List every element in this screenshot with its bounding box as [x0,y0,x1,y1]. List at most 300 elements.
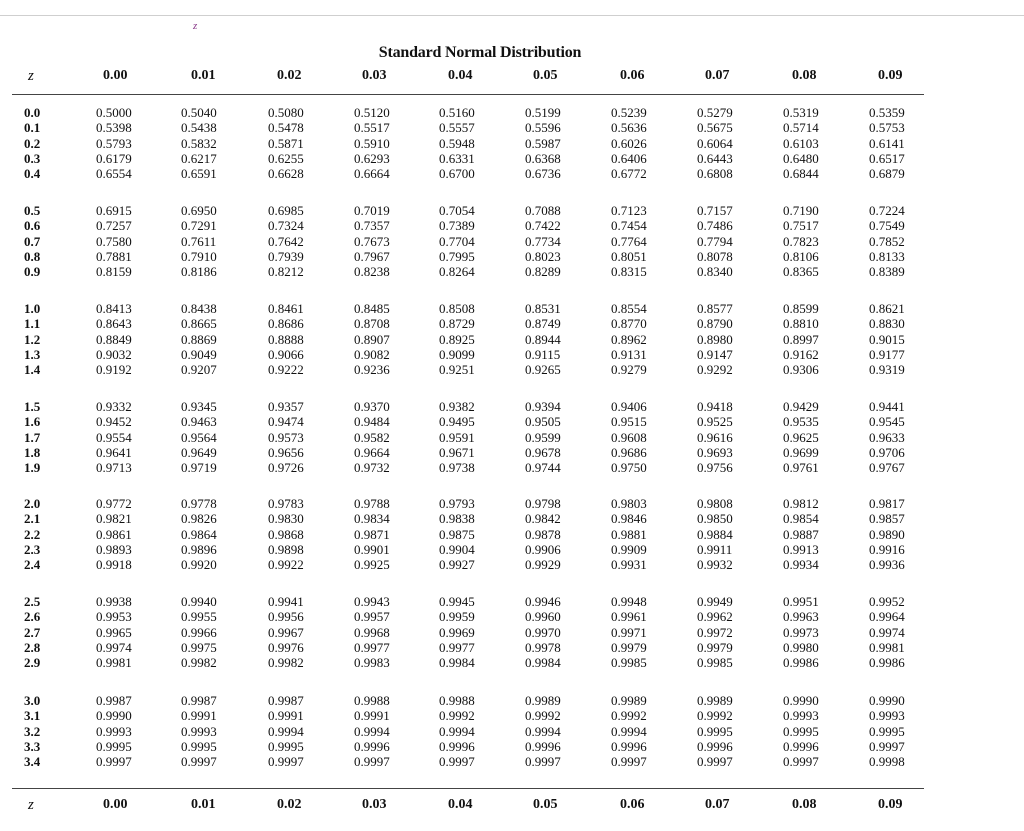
probability-cell: 0.9554 [96,429,132,445]
probability-cell: 0.9994 [268,723,304,739]
probability-cell: 0.6103 [783,135,819,151]
probability-cell: 0.9990 [869,693,905,708]
probability-cell: 0.9979 [697,639,733,655]
probability-cell: 0.9066 [268,346,304,362]
z-value: 0.4 [24,166,41,182]
probability-cell: 0.9484 [354,414,390,430]
probability-cell: 0.9817 [869,496,905,511]
probability-cell: 0.9525 [697,414,733,430]
table-row [0,753,928,771]
probability-cell: 0.9955 [181,609,217,625]
probability-cell: 0.9207 [181,362,217,378]
probability-cell: 0.9996 [439,738,475,754]
probability-cell: 0.9996 [697,738,733,754]
z-value: 1.5 [24,399,41,414]
z-value: 1.6 [24,414,41,430]
probability-cell: 0.9967 [268,624,304,640]
probability-cell: 0.9406 [611,399,647,414]
z-value: 3.3 [24,738,41,754]
probability-cell: 0.9564 [181,429,217,445]
column-header: 0.04 [448,68,473,83]
probability-cell: 0.7357 [354,218,390,234]
probability-cell: 0.8023 [525,248,561,264]
z-value: 0.9 [24,264,41,280]
probability-cell: 0.7967 [354,248,390,264]
probability-cell: 0.9916 [869,541,905,557]
probability-cell: 0.9382 [439,399,475,414]
probability-cell: 0.9147 [697,346,733,362]
probability-cell: 0.5319 [783,105,819,120]
z-value: 2.0 [24,496,41,511]
probability-cell: 0.9991 [181,708,217,724]
probability-cell: 0.9463 [181,414,217,430]
probability-cell: 0.7704 [439,233,475,249]
probability-cell: 0.5398 [96,120,132,136]
probability-cell: 0.9975 [181,639,217,655]
probability-cell: 0.7123 [611,203,647,218]
table-row [0,165,928,183]
table-row [0,459,928,477]
probability-cell: 0.9994 [439,723,475,739]
probability-cell: 0.9995 [697,723,733,739]
probability-cell: 0.9783 [268,496,304,511]
probability-cell: 0.7019 [354,203,390,218]
column-header: 0.06 [620,797,645,812]
probability-cell: 0.9616 [697,429,733,445]
probability-cell: 0.6517 [869,150,905,166]
probability-cell: 0.9452 [96,414,132,430]
probability-cell: 0.9846 [611,511,647,527]
probability-cell: 0.9032 [96,346,132,362]
probability-cell: 0.9974 [869,624,905,640]
z-value: 2.8 [24,639,41,655]
probability-cell: 0.9251 [439,362,475,378]
column-header: 0.08 [792,68,817,83]
probability-cell: 0.5517 [354,120,390,136]
probability-cell: 0.9959 [439,609,475,625]
probability-cell: 0.8599 [783,301,819,316]
column-header-row-top [0,68,928,88]
probability-cell: 0.9664 [354,444,390,460]
probability-cell: 0.9956 [268,609,304,625]
probability-cell: 0.9901 [354,541,390,557]
probability-cell: 0.9222 [268,362,304,378]
probability-cell: 0.6480 [783,150,819,166]
probability-cell: 0.9834 [354,511,390,527]
probability-cell: 0.7291 [181,218,217,234]
probability-cell: 0.6844 [783,166,819,182]
probability-cell: 0.6443 [697,150,733,166]
probability-cell: 0.9997 [96,754,132,770]
probability-cell: 0.8997 [783,331,819,347]
probability-cell: 0.7088 [525,203,561,218]
probability-cell: 0.9951 [783,594,819,609]
probability-cell: 0.5832 [181,135,217,151]
probability-cell: 0.8962 [611,331,647,347]
probability-cell: 0.5948 [439,135,475,151]
probability-cell: 0.9495 [439,414,475,430]
probability-cell: 0.7324 [268,218,304,234]
z-value: 2.7 [24,624,41,640]
probability-cell: 0.9995 [268,738,304,754]
probability-cell: 0.7190 [783,203,819,218]
probability-cell: 0.9868 [268,526,304,542]
probability-cell: 0.9319 [869,362,905,378]
z-value: 2.6 [24,609,41,625]
probability-cell: 0.9996 [525,738,561,754]
probability-cell: 0.5120 [354,105,390,120]
probability-cell: 0.9997 [697,754,733,770]
probability-cell: 0.9015 [869,331,905,347]
probability-cell: 0.7257 [96,218,132,234]
probability-cell: 0.9962 [697,609,733,625]
probability-cell: 0.9599 [525,429,561,445]
probability-cell: 0.6141 [869,135,905,151]
probability-cell: 0.8106 [783,248,819,264]
probability-cell: 0.9996 [783,738,819,754]
probability-cell: 0.9943 [354,594,390,609]
probability-cell: 0.9974 [96,639,132,655]
probability-cell: 0.9778 [181,496,217,511]
probability-cell: 0.9706 [869,444,905,460]
probability-cell: 0.9750 [611,460,647,476]
probability-cell: 0.9441 [869,399,905,414]
probability-cell: 0.8238 [354,264,390,280]
probability-cell: 0.9808 [697,496,733,511]
column-header: 0.06 [620,68,645,83]
column-header: 0.00 [103,68,128,83]
probability-cell: 0.9838 [439,511,475,527]
probability-cell: 0.5987 [525,135,561,151]
probability-cell: 0.5359 [869,105,905,120]
probability-cell: 0.8365 [783,264,819,280]
probability-cell: 0.8485 [354,301,390,316]
probability-cell: 0.5279 [697,105,733,120]
probability-cell: 0.6331 [439,150,475,166]
z-value: 0.5 [24,203,41,218]
probability-cell: 0.8729 [439,316,475,332]
probability-cell: 0.9948 [611,594,647,609]
probability-cell: 0.9934 [783,557,819,573]
handwritten-annotation: z [193,20,198,32]
probability-cell: 0.9713 [96,460,132,476]
probability-cell: 0.9984 [525,655,561,671]
probability-cell: 0.9991 [354,708,390,724]
probability-cell: 0.7910 [181,248,217,264]
probability-cell: 0.9946 [525,594,561,609]
table-row [0,654,928,672]
z-value: 1.1 [24,316,41,332]
probability-cell: 0.9984 [439,655,475,671]
probability-cell: 0.9875 [439,526,475,542]
probability-cell: 0.9929 [525,557,561,573]
probability-cell: 0.9980 [783,639,819,655]
probability-cell: 0.9996 [354,738,390,754]
probability-cell: 0.9884 [697,526,733,542]
table-title: Standard Normal Distribution [378,44,582,61]
probability-cell: 0.9608 [611,429,647,445]
probability-cell: 0.9756 [697,460,733,476]
column-header: 0.09 [878,797,903,812]
z-value: 0.8 [24,248,41,264]
probability-cell: 0.7549 [869,218,905,234]
probability-cell: 0.8554 [611,301,647,316]
probability-cell: 0.9992 [611,708,647,724]
probability-cell: 0.8849 [96,331,132,347]
probability-cell: 0.9429 [783,399,819,414]
probability-cell: 0.6179 [96,150,132,166]
probability-cell: 0.7611 [181,233,217,249]
probability-cell: 0.9082 [354,346,390,362]
probability-cell: 0.9573 [268,429,304,445]
probability-cell: 0.6664 [354,166,390,182]
probability-cell: 0.8643 [96,316,132,332]
probability-cell: 0.8315 [611,264,647,280]
probability-cell: 0.6808 [697,166,733,182]
probability-cell: 0.9545 [869,414,905,430]
probability-cell: 0.9985 [697,655,733,671]
probability-cell: 0.9236 [354,362,390,378]
probability-cell: 0.5675 [697,120,733,136]
probability-cell: 0.9641 [96,444,132,460]
probability-cell: 0.5160 [439,105,475,120]
probability-cell: 0.5596 [525,120,561,136]
probability-cell: 0.9896 [181,541,217,557]
probability-cell: 0.8944 [525,331,561,347]
probability-cell: 0.7764 [611,233,647,249]
probability-cell: 0.9793 [439,496,475,511]
probability-cell: 0.9738 [439,460,475,476]
probability-cell: 0.8413 [96,301,132,316]
probability-cell: 0.9993 [783,708,819,724]
probability-cell: 0.9966 [181,624,217,640]
probability-cell: 0.8531 [525,301,561,316]
probability-cell: 0.7673 [354,233,390,249]
probability-cell: 0.9997 [354,754,390,770]
probability-cell: 0.9993 [869,708,905,724]
probability-cell: 0.9981 [96,655,132,671]
probability-cell: 0.9985 [611,655,647,671]
probability-cell: 0.9922 [268,557,304,573]
probability-cell: 0.7054 [439,203,475,218]
z-header-label: z [28,68,34,84]
probability-cell: 0.9971 [611,624,647,640]
probability-cell: 0.9678 [525,444,561,460]
z-value: 0.2 [24,135,41,151]
column-header: 0.02 [277,797,302,812]
probability-cell: 0.7454 [611,218,647,234]
probability-cell: 0.9887 [783,526,819,542]
column-header: 0.02 [277,68,302,83]
probability-cell: 0.9292 [697,362,733,378]
probability-cell: 0.7794 [697,233,733,249]
probability-cell: 0.6064 [697,135,733,151]
probability-cell: 0.9986 [783,655,819,671]
probability-cell: 0.9997 [268,754,304,770]
probability-cell: 0.9931 [611,557,647,573]
probability-cell: 0.5753 [869,120,905,136]
z-value: 0.6 [24,218,41,234]
probability-cell: 0.8686 [268,316,304,332]
probability-cell: 0.9994 [611,723,647,739]
z-value: 1.2 [24,331,41,347]
probability-cell: 0.8051 [611,248,647,264]
table-row [0,361,928,379]
probability-cell: 0.8133 [869,248,905,264]
probability-cell: 0.9997 [181,754,217,770]
probability-cell: 0.9332 [96,399,132,414]
probability-cell: 0.9983 [354,655,390,671]
probability-cell: 0.9932 [697,557,733,573]
probability-cell: 0.7881 [96,248,132,264]
probability-cell: 0.9957 [354,609,390,625]
probability-cell: 0.9803 [611,496,647,511]
probability-cell: 0.6985 [268,203,304,218]
probability-cell: 0.9761 [783,460,819,476]
probability-cell: 0.9994 [525,723,561,739]
probability-cell: 0.9993 [181,723,217,739]
z-value: 0.7 [24,233,41,249]
probability-cell: 0.9830 [268,511,304,527]
probability-cell: 0.9826 [181,511,217,527]
probability-cell: 0.8708 [354,316,390,332]
probability-cell: 0.9986 [869,655,905,671]
probability-cell: 0.9177 [869,346,905,362]
probability-cell: 0.8830 [869,316,905,332]
probability-cell: 0.7852 [869,233,905,249]
probability-cell: 0.9996 [611,738,647,754]
probability-cell: 0.9633 [869,429,905,445]
probability-cell: 0.8159 [96,264,132,280]
probability-cell: 0.6406 [611,150,647,166]
z-value: 1.0 [24,301,41,316]
probability-cell: 0.9699 [783,444,819,460]
probability-cell: 0.9265 [525,362,561,378]
z-value: 1.9 [24,460,41,476]
probability-cell: 0.9821 [96,511,132,527]
probability-cell: 0.9989 [697,693,733,708]
probability-cell: 0.9591 [439,429,475,445]
probability-cell: 0.9671 [439,444,475,460]
probability-cell: 0.8389 [869,264,905,280]
probability-cell: 0.5636 [611,120,647,136]
probability-cell: 0.9994 [354,723,390,739]
column-header: 0.00 [103,797,128,812]
probability-cell: 0.9162 [783,346,819,362]
probability-cell: 0.9115 [525,346,561,362]
probability-cell: 0.9981 [869,639,905,655]
probability-cell: 0.9812 [783,496,819,511]
probability-cell: 0.8461 [268,301,304,316]
probability-cell: 0.8212 [268,264,304,280]
probability-cell: 0.6255 [268,150,304,166]
probability-cell: 0.9961 [611,609,647,625]
probability-cell: 0.9726 [268,460,304,476]
z-footer-label: z [28,797,34,813]
probability-cell: 0.8340 [697,264,733,280]
probability-cell: 0.7939 [268,248,304,264]
probability-cell: 0.9992 [439,708,475,724]
column-header: 0.09 [878,68,903,83]
table-row [0,556,928,574]
probability-cell: 0.9973 [783,624,819,640]
probability-cell: 0.9871 [354,526,390,542]
probability-cell: 0.9881 [611,526,647,542]
probability-cell: 0.8665 [181,316,217,332]
probability-cell: 0.9582 [354,429,390,445]
probability-cell: 0.9964 [869,609,905,625]
probability-cell: 0.9988 [439,693,475,708]
z-value: 2.1 [24,511,41,527]
probability-cell: 0.9987 [96,693,132,708]
column-header: 0.04 [448,797,473,812]
probability-cell: 0.9898 [268,541,304,557]
column-header: 0.01 [191,797,216,812]
probability-cell: 0.8907 [354,331,390,347]
probability-cell: 0.9854 [783,511,819,527]
probability-cell: 0.8264 [439,264,475,280]
column-header: 0.07 [705,797,730,812]
probability-cell: 0.9744 [525,460,561,476]
probability-cell: 0.8621 [869,301,905,316]
probability-cell: 0.9788 [354,496,390,511]
z-value: 3.0 [24,693,41,708]
probability-cell: 0.9979 [611,639,647,655]
probability-cell: 0.7224 [869,203,905,218]
probability-cell: 0.9878 [525,526,561,542]
z-value: 2.3 [24,541,41,557]
probability-cell: 0.9997 [439,754,475,770]
probability-cell: 0.9719 [181,460,217,476]
probability-cell: 0.5000 [96,105,132,120]
probability-cell: 0.9949 [697,594,733,609]
probability-cell: 0.9982 [181,655,217,671]
probability-cell: 0.9686 [611,444,647,460]
probability-cell: 0.7580 [96,233,132,249]
probability-cell: 0.9732 [354,460,390,476]
probability-cell: 0.9474 [268,414,304,430]
probability-cell: 0.9938 [96,594,132,609]
z-value: 1.8 [24,444,41,460]
probability-cell: 0.9861 [96,526,132,542]
probability-cell: 0.8888 [268,331,304,347]
column-header: 0.08 [792,797,817,812]
probability-cell: 0.7517 [783,218,819,234]
probability-cell: 0.9992 [697,708,733,724]
column-header-row-bottom [0,797,928,817]
header-divider-bottom [12,788,924,789]
probability-cell: 0.8810 [783,316,819,332]
probability-cell: 0.8749 [525,316,561,332]
probability-cell: 0.7823 [783,233,819,249]
probability-cell: 0.9976 [268,639,304,655]
probability-cell: 0.9987 [181,693,217,708]
probability-cell: 0.8790 [697,316,733,332]
probability-cell: 0.7157 [697,203,733,218]
probability-cell: 0.9911 [697,541,733,557]
probability-cell: 0.9345 [181,399,217,414]
probability-cell: 0.5080 [268,105,304,120]
probability-cell: 0.9989 [525,693,561,708]
probability-cell: 0.9370 [354,399,390,414]
probability-cell: 0.9997 [783,754,819,770]
probability-cell: 0.9987 [268,693,304,708]
probability-cell: 0.9505 [525,414,561,430]
probability-cell: 0.6368 [525,150,561,166]
probability-cell: 0.9798 [525,496,561,511]
probability-cell: 0.6772 [611,166,647,182]
probability-cell: 0.9995 [783,723,819,739]
